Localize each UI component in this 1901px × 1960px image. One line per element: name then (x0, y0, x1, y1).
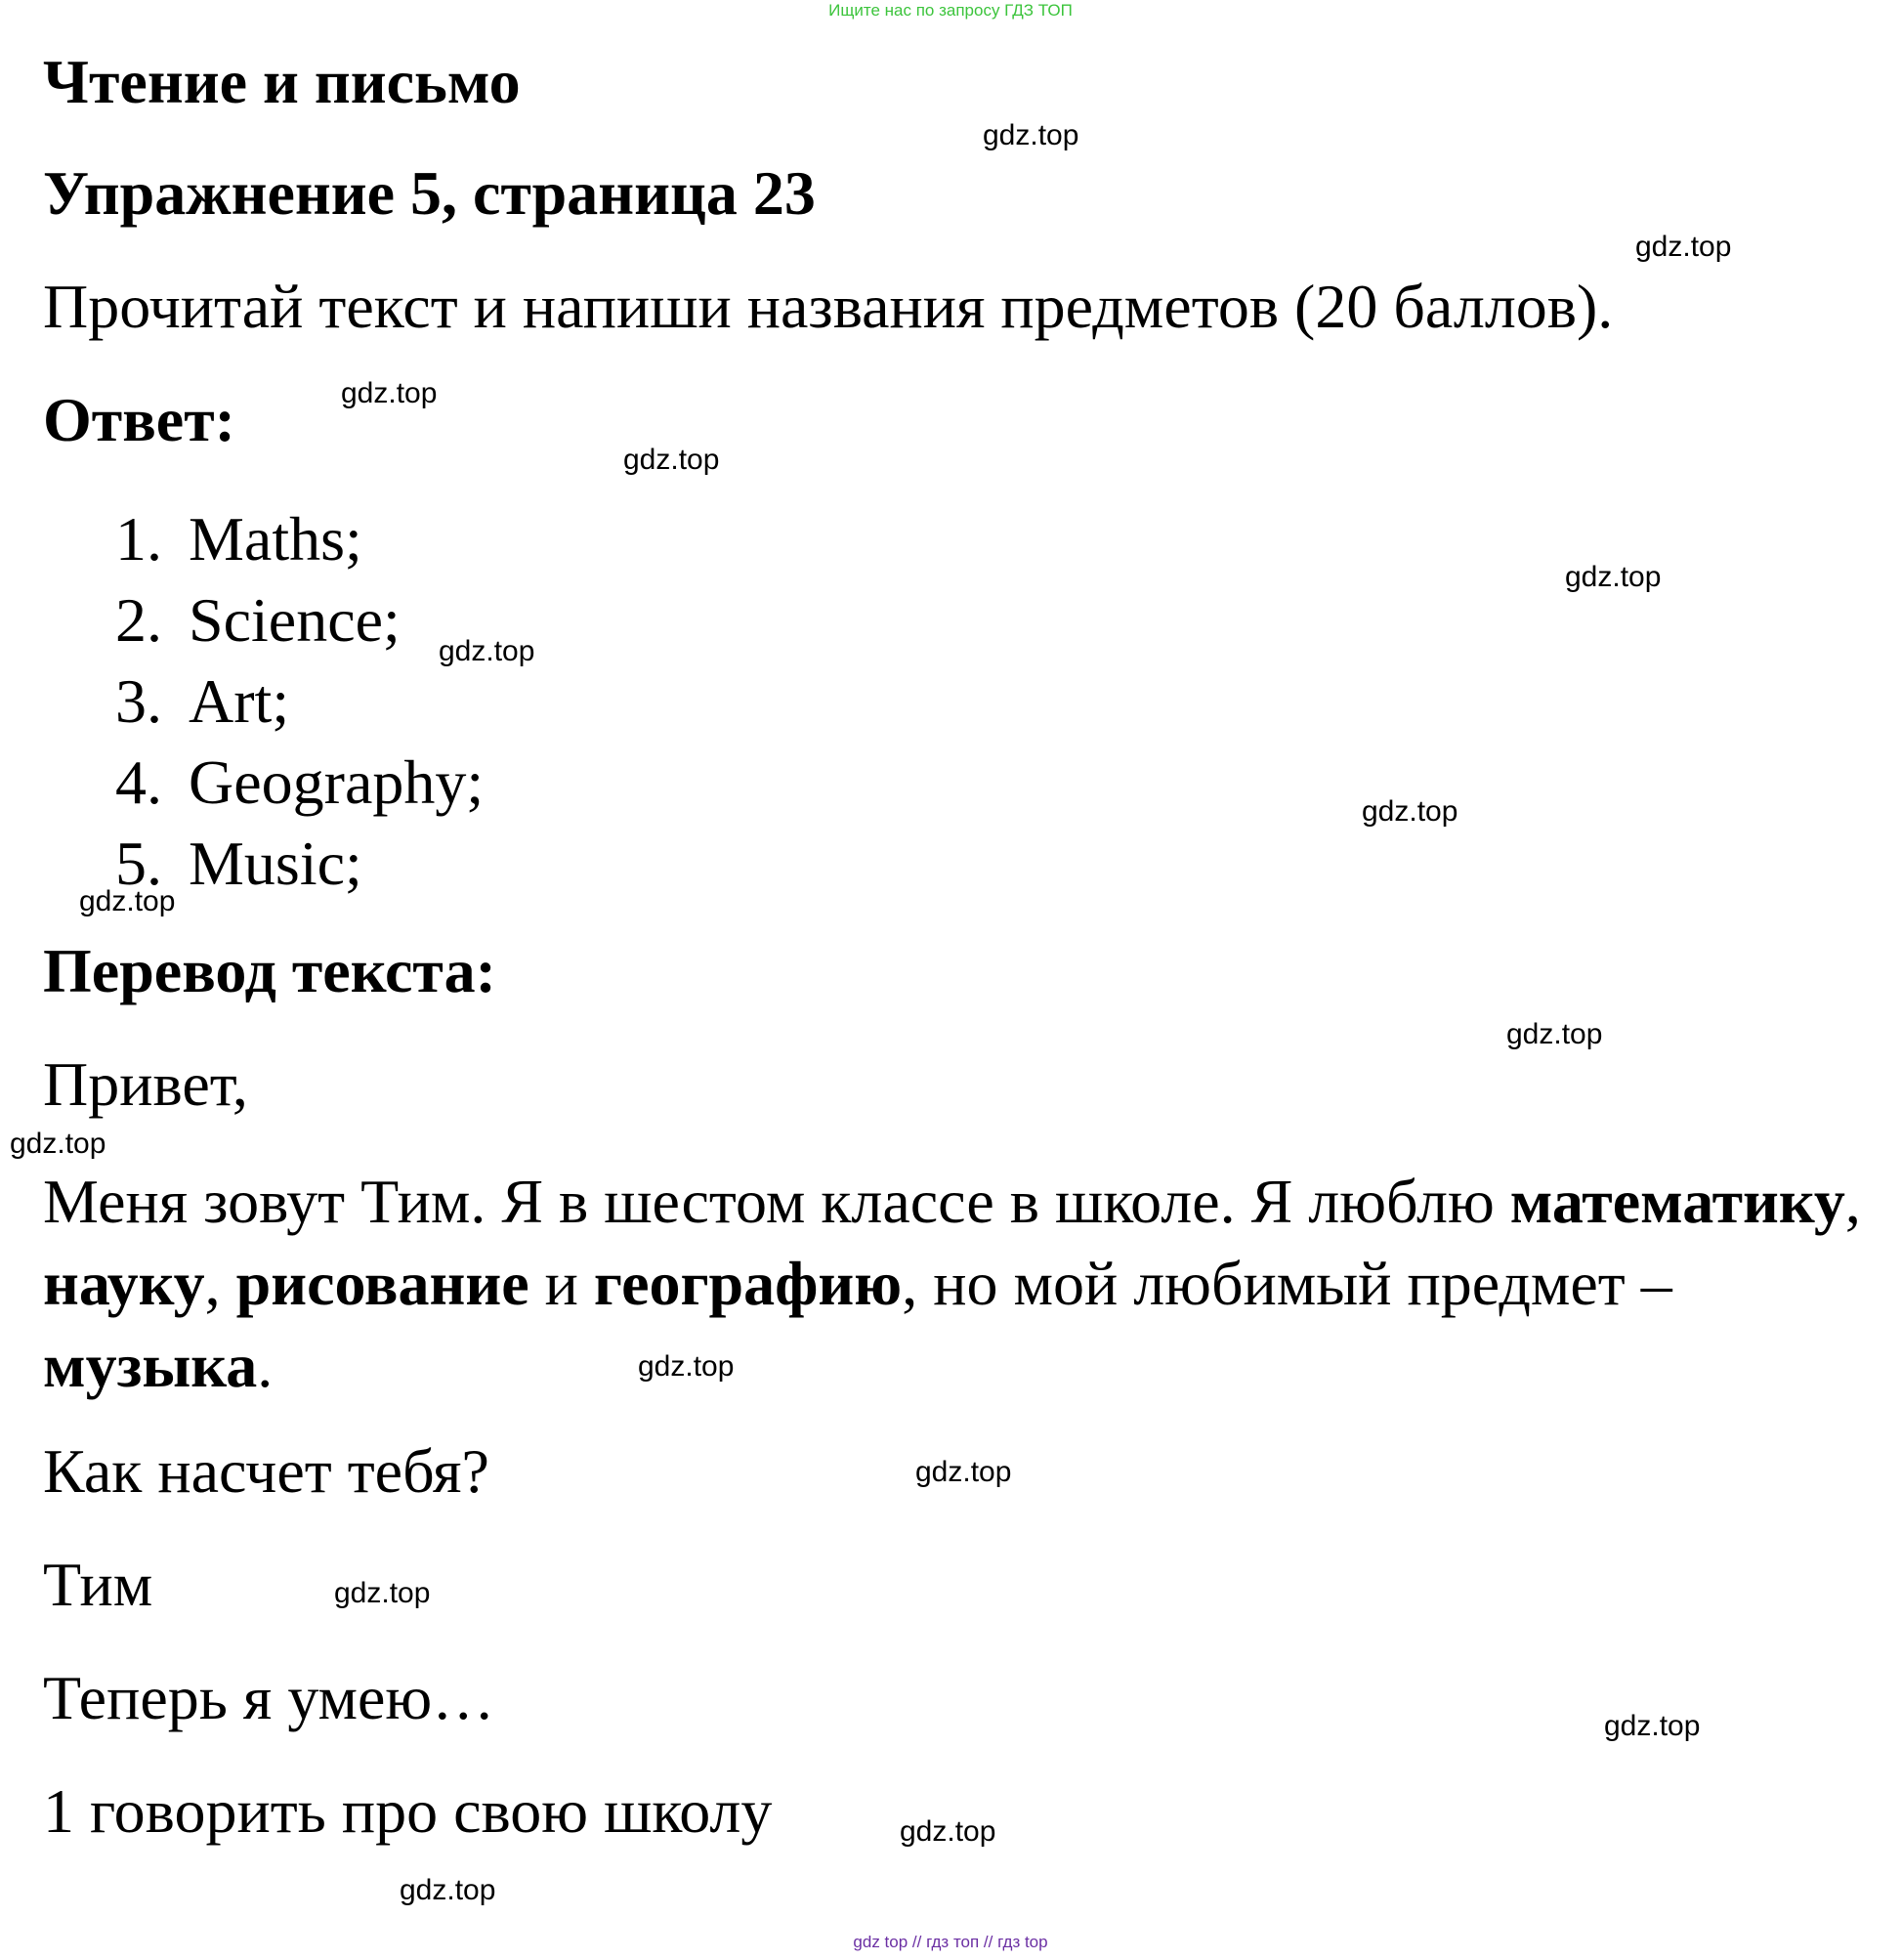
watermark: gdz.top (439, 635, 535, 667)
watermark: gdz.top (79, 885, 176, 917)
answer-text: Science; (189, 585, 401, 655)
answer-item (115, 579, 484, 660)
answer-number: 1. (115, 504, 162, 574)
subject-maths: математику (1509, 1167, 1845, 1236)
question-text: Как насчет тебя? (43, 1436, 489, 1506)
signature-text: Тим (43, 1550, 153, 1619)
watermark: gdz.top (1635, 231, 1732, 263)
answer-number: 3. (115, 666, 162, 736)
watermark: gdz.top (1604, 1710, 1701, 1742)
skill-item: 1 говорить про свою школу (43, 1776, 773, 1846)
watermark: gdz.top (900, 1815, 996, 1848)
now-i-can-text: Теперь я умею… (43, 1663, 495, 1732)
watermark: gdz.top (983, 119, 1079, 151)
letter-body (43, 1161, 1889, 1407)
answer-text: Art; (189, 666, 290, 736)
watermark: gdz.top (334, 1577, 431, 1609)
watermark: gdz.top (1506, 1018, 1603, 1050)
watermark: gdz.top (638, 1350, 735, 1383)
answer-item (115, 742, 484, 823)
section-title: Чтение и письмо (43, 47, 521, 116)
subject-science: науку (43, 1249, 205, 1318)
body-text: и (528, 1249, 594, 1318)
watermark: gdz.top (1362, 795, 1458, 828)
task-text: Прочитай текст и напиши названия предметов (20 баллов). (43, 272, 1614, 341)
greeting-text: Привет, (43, 1049, 248, 1119)
answer-item (115, 660, 484, 742)
body-text: Меня зовут Тим. Я в шестом классе в школе. Я люблю (43, 1167, 1510, 1236)
body-text: , но мой любимый предмет – (902, 1249, 1672, 1318)
body-text: , (204, 1249, 236, 1318)
answer-text: Music; (189, 829, 362, 898)
watermark: gdz.top (10, 1128, 106, 1160)
answer-list (115, 498, 484, 904)
answer-number: 2. (115, 585, 162, 655)
answer-text: Maths; (189, 504, 362, 574)
subject-geography: географию (593, 1249, 903, 1318)
answer-item (115, 498, 484, 579)
answer-text: Geography; (189, 747, 485, 817)
watermark: gdz.top (1565, 561, 1662, 593)
body-text: , (1844, 1167, 1861, 1236)
watermark: gdz.top (400, 1874, 496, 1906)
search-banner: Ищите нас по запросу ГДЗ ТОП (828, 1, 1073, 20)
watermark: gdz.top (341, 377, 438, 409)
footer-watermark: gdz top // гдз топ // гдз top (853, 1933, 1048, 1951)
watermark: gdz.top (623, 444, 720, 476)
watermark: gdz.top (915, 1456, 1012, 1488)
answer-number: 4. (115, 747, 162, 817)
body-text: . (257, 1331, 274, 1400)
subject-music: музыка (43, 1331, 258, 1400)
subject-art: рисование (235, 1249, 529, 1318)
answer-number: 5. (115, 829, 162, 898)
translation-heading: Перевод текста: (43, 936, 496, 1005)
exercise-title: Упражнение 5, страница 23 (43, 158, 816, 228)
answer-heading: Ответ: (43, 385, 235, 454)
